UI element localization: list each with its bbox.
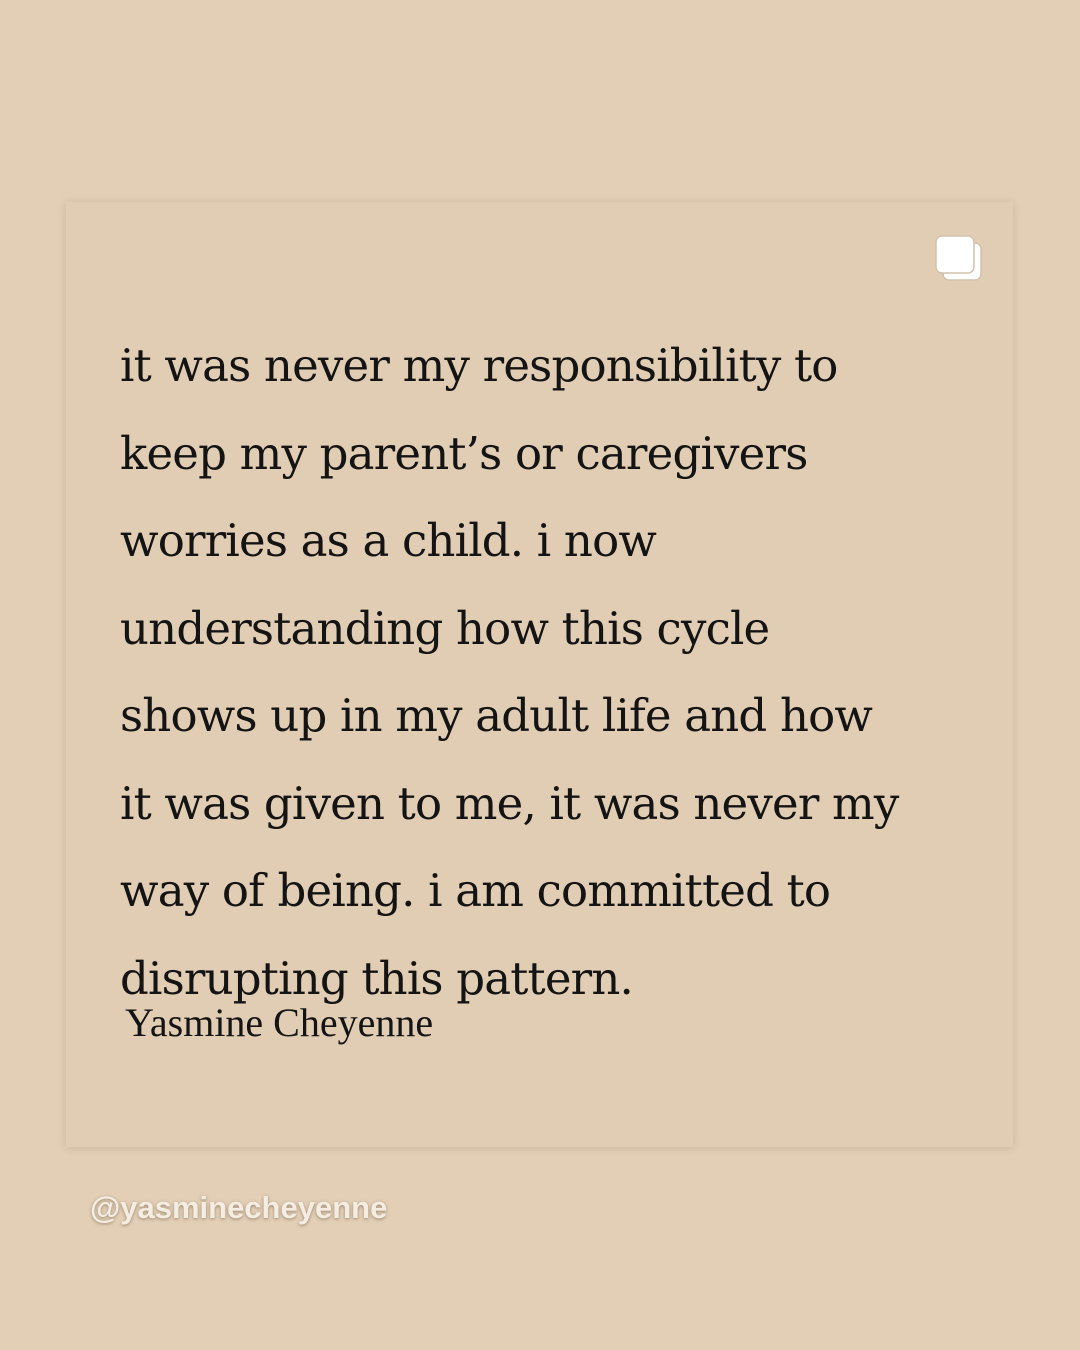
quote-line: keep my parent’s or caregivers [120,426,808,480]
quote-line: it was never my responsibility to [120,339,838,392]
quote-line: way of being. i am committed to [120,864,831,917]
carousel-icon[interactable] [934,234,982,282]
quote-line: worries as a child. i now [120,514,657,567]
quote-text [120,322,990,1022]
quote-line: it was given to me, it was never my [120,776,899,830]
quote-line: disrupting this pattern. [120,951,634,1005]
account-handle[interactable]: @yasminecheyenne [90,1190,388,1225]
quote-line: understanding how this cycle [120,601,770,655]
quote-author: Yasmine Cheyenne [125,1000,434,1045]
quote-line: shows up in my adult life and how [120,689,873,742]
